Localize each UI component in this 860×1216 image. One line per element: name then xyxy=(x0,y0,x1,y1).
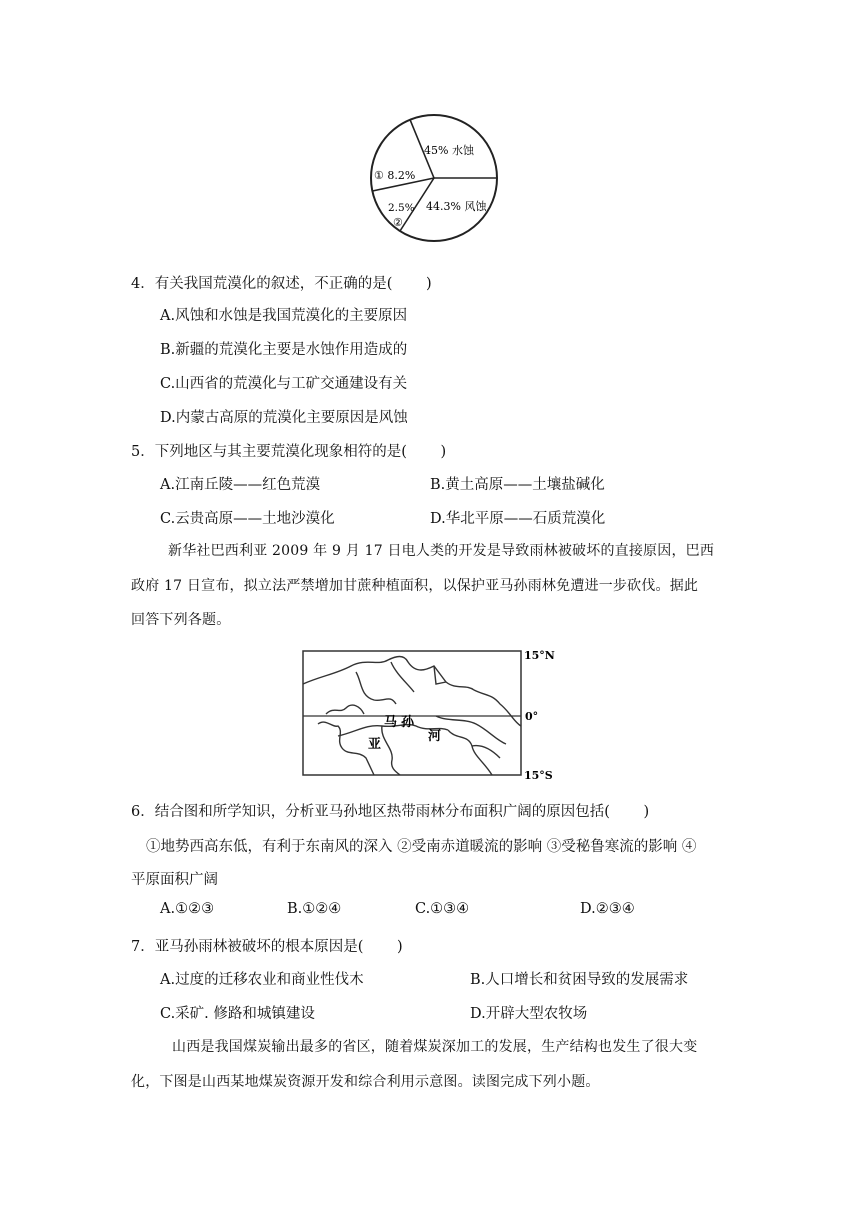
lat-label-15s: 15°S xyxy=(524,769,553,782)
q5-stem: 5．下列地区与其主要荒漠化现象相符的是( ) xyxy=(131,444,447,460)
q5-option-c: C.云贵高原——土地沙漠化 xyxy=(160,511,335,527)
q6-option-b: B.①②④ xyxy=(287,901,342,917)
q4-stem: 4．有关我国荒漠化的叙述，不正确的是( ) xyxy=(131,276,432,292)
q7-option-a: A.过度的迁移农业和商业性伐木 xyxy=(160,972,364,988)
q6-option-a: A.①②③ xyxy=(160,901,215,917)
lat-label-0: 0° xyxy=(525,710,539,723)
q4-option-b: B.新疆的荒漠化主要是水蚀作用造成的 xyxy=(160,342,408,358)
q6-stem: 6．结合图和所学知识，分析亚马孙地区热带雨林分布面积广阔的原因包括( ) xyxy=(131,804,650,820)
passage1-line1: 新华社巴西利亚 2009 年 9 月 17 日电人类的开发是导致雨林被破坏的直接原因，巴西 xyxy=(168,543,715,559)
q7-option-b: B.人口增长和贫困导致的发展需求 xyxy=(470,972,689,988)
q6-desc-line2: 平原面积广阔 xyxy=(131,872,218,888)
slice-label-water: 45% 水蚀 xyxy=(424,144,474,157)
amazon-map xyxy=(296,644,571,786)
q7-option-c: C.采矿. 修路和城镇建设 xyxy=(160,1006,315,1022)
q4-option-c: C.山西省的荒漠化与工矿交通建设有关 xyxy=(160,376,408,392)
q7-option-d: D.开辟大型农牧场 xyxy=(470,1006,588,1022)
slice-label-2: ② xyxy=(393,216,403,229)
slice-label-1: ① 8.2% xyxy=(374,169,416,182)
map-label-river-char3: 亚 xyxy=(368,737,382,752)
map-label-river-char2: 孙 xyxy=(401,715,415,730)
map-frame xyxy=(303,651,521,775)
lat-label-15n: 15°N xyxy=(524,649,555,662)
q4-option-a: A.风蚀和水蚀是我国荒漠化的主要原因 xyxy=(160,308,408,324)
map-label-river-char4: 河 xyxy=(428,729,442,744)
passage2-line1: 山西是我国煤炭输出最多的省区，随着煤炭深加工的发展，生产结构也发生了很大变 xyxy=(172,1039,698,1055)
erosion-pie-chart xyxy=(364,108,504,248)
q5-option-a: A.江南丘陵——红色荒漠 xyxy=(160,477,321,493)
passage2-line2: 化，下图是山西某地煤炭资源开发和综合利用示意图。读图完成下列小题。 xyxy=(131,1074,600,1090)
q6-desc-line1: ①地势西高东低，有利于东南风的深入 ②受南赤道暖流的影响 ③受秘鲁寒流的影响 ④ xyxy=(146,839,697,855)
q5-option-d: D.华北平原——石质荒漠化 xyxy=(430,511,606,527)
passage1-line2: 政府 17 日宣布，拟立法严禁增加甘蔗种植面积，以保护亚马孙雨林免遭进一步砍伐。据此 xyxy=(131,578,699,594)
slice-label-2-pct: 2.5% xyxy=(388,202,415,214)
q6-option-d: D.②③④ xyxy=(580,901,635,917)
passage1-line3: 回答下列各题。 xyxy=(131,612,231,628)
q5-option-b: B.黄土高原——土壤盐碱化 xyxy=(430,477,605,493)
q4-option-d: D.内蒙古高原的荒漠化主要原因是风蚀 xyxy=(160,410,408,426)
slice-label-wind: 44.3% 风蚀 xyxy=(426,200,487,213)
q7-stem: 7．亚马孙雨林被破坏的根本原因是( ) xyxy=(131,939,403,955)
q6-option-c: C.①③④ xyxy=(415,901,470,917)
map-label-river-char1: 马 xyxy=(384,715,398,730)
